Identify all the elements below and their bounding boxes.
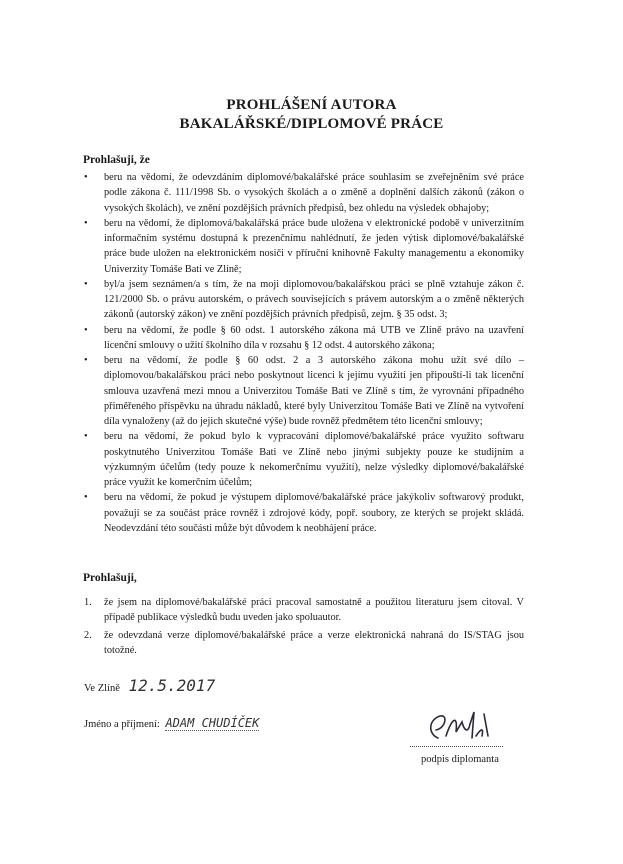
- signature-label: podpis diplomanta: [421, 754, 499, 765]
- date-handwritten: 12.5.2017: [128, 676, 216, 695]
- section2-heading: Prohlašuji,: [83, 572, 137, 584]
- bullet-text: beru na vědomí, že podle § 60 odst. 1 autorského zákona má UTB ve Zlíně právo na uzavření licenční smlouvy o užití školního díla v rozsahu § 12 odst. 4 autorského zákona;: [104, 324, 524, 351]
- bullet-icon: •: [84, 431, 88, 443]
- item-number: 1.: [84, 597, 92, 608]
- list-item: [84, 595, 524, 626]
- title-line-2: BAKALÁŘSKÉ/DIPLOMOVÉ PRÁCE: [179, 116, 444, 132]
- bullet-icon: •: [84, 324, 88, 336]
- item-text: že jsem na diplomové/bakalářské práci pracoval samostatně a použitou literaturu jsem citoval. V případě publikace výsledků budu uveden jako spoluautor.: [104, 597, 524, 624]
- bullet-icon: •: [84, 278, 88, 290]
- bullet-text: beru na vědomí, že pokud bylo k vypracování diplomové/bakalářské práce využito softwaru poskytnutého Univerzitou Tomáše Bati ve Zlíně nebo jinými subjekty pouze ke studijním a výzkumným účelům (tedy pouze k nekomerčnímu využití), nelze výsledky diplomové/bakalářské práce využít ke komerčním účelům;: [104, 431, 524, 488]
- item-text: že odevzdaná verze diplomové/bakalářské práce a verze elektronická nahraná do IS/STAG jsou totožné.: [104, 629, 524, 656]
- signature-image: [418, 708, 498, 750]
- bullet-icon: •: [84, 355, 88, 366]
- bullet-text: beru na vědomí, že pokud je výstupem diplomové/bakalářské práce jakýkoliv softwarový produkt, považují se za součást práce rovněž i zdrojové kódy, popř. soubory, ze kterých se projekt skládá. Neodevzdání této součásti může být důvodem k neobhájení práce.: [104, 492, 524, 534]
- name-label: Jméno a příjmení:: [84, 719, 160, 730]
- name-line: [84, 716, 259, 730]
- bullet-icon: •: [84, 217, 88, 229]
- list-item: [84, 170, 524, 216]
- declaration-numbered-list: [84, 595, 524, 660]
- list-item: [84, 490, 524, 536]
- section1-heading: Prohlašuji, že: [83, 154, 150, 166]
- list-item: [84, 323, 524, 354]
- place-label: Ve Zlíně: [84, 683, 120, 694]
- name-handwritten: ADAM CHUDÍČEK: [165, 716, 260, 730]
- declaration-bullet-list: [84, 170, 524, 536]
- bullet-icon: •: [84, 172, 88, 183]
- item-number: 2.: [84, 629, 92, 641]
- title-line-1: PROHLÁŠENÍ AUTORA: [226, 97, 397, 113]
- place-date-line: [84, 676, 215, 695]
- list-item: [84, 628, 524, 659]
- list-item: [84, 277, 524, 323]
- list-item: [84, 353, 524, 429]
- bullet-text: byl/a jsem seznámen/a s tím, že na moji diplomovou/bakalářskou práci se plně vztahuje zákon č. 121/2000 Sb. o právu autorském, o právech souvisejících s právem autorským a o změně některých zákonů (autorský zákon) ve znění pozdějších právních předpisů, zejm. § 35 odst. 3;: [104, 278, 524, 321]
- bullet-icon: •: [84, 492, 88, 504]
- list-item: [84, 429, 524, 490]
- list-item: [84, 216, 524, 277]
- bullet-text: beru na vědomí, že podle § 60 odst. 2 a 3 autorského zákona mohu užít své dílo – diplomovou/bakalářskou práci nebo poskytnout licenci k jejímu využití jen připouští-li tak licenční smlouva uzavřená mezi mnou a Univerzitou Tomáše Bati ve Zlíně s tím, že vyrovnání případného přiměřeného příspěvku na úhradu nákladů, které byly Univerzitou Tomáše Bati ve Zlíně na vytvoření díla vynaloženy (až do jejich skutečné výše) bude rovněž předmětem této licenční smlouvy;: [104, 355, 524, 427]
- bullet-text: beru na vědomí, že odevzdáním diplomové/bakalářské práce souhlasím se zveřejněním své práce podle zákona č. 111/1998 Sb. o vysokých školách a o změně a doplnění dalších zákonů (zákon o vysokých školách), ve znění pozdějších právních předpisů, bez ohledu na výsledek obhajoby;: [104, 172, 524, 214]
- bullet-text: beru na vědomí, že diplomová/bakalářská práce bude uložena v elektronické podobě v univerzitním informačním systému dostupná k prezenčnímu nahlédnutí, že jeden výtisk diplomové/bakalářské práce bude uložen na elektronickém nosiči v příruční knihovně Fakulty managementu a ekonomiky Univerzity Tomáše Bati ve Zlíně;: [104, 217, 524, 275]
- signature-line: [410, 746, 503, 747]
